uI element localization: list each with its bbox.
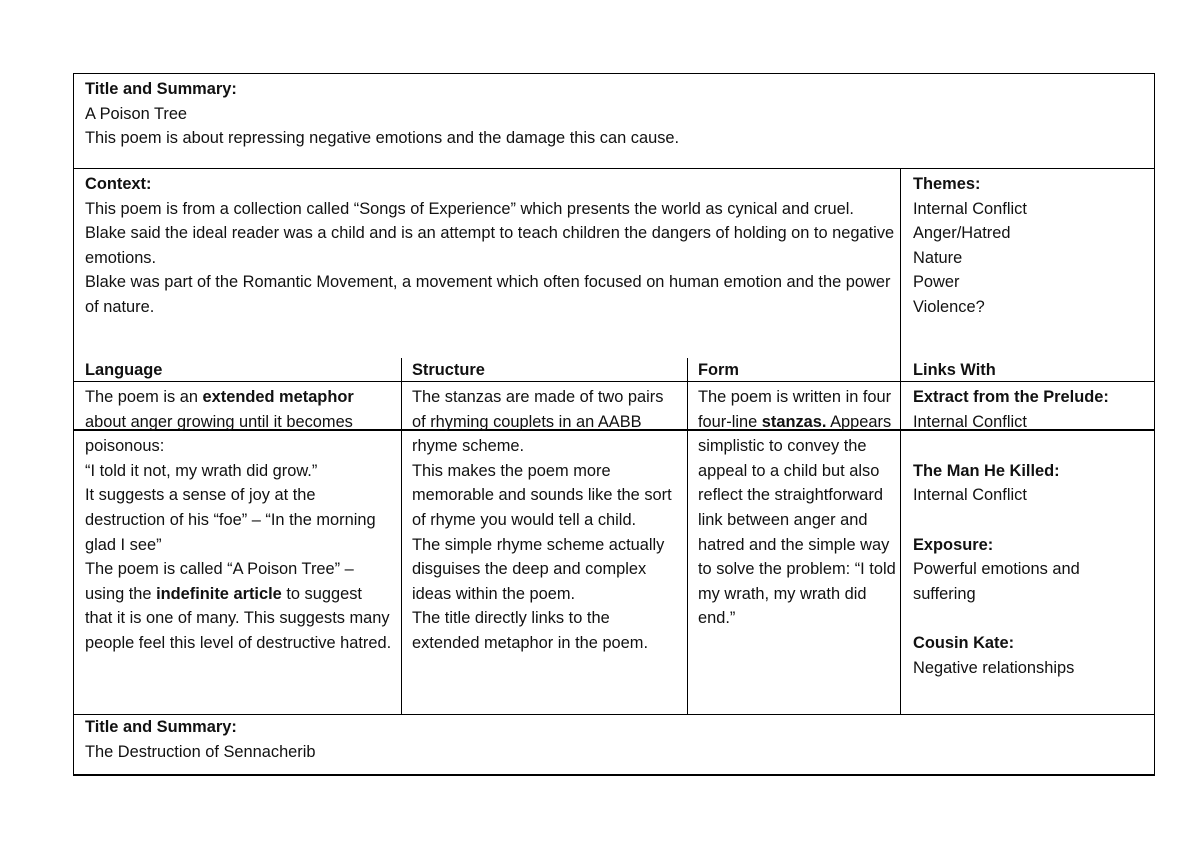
theme-item: Power [913, 273, 960, 292]
language-header: Language [73, 358, 402, 382]
context-paragraph: Blake said the ideal reader was a child and is an attempt to teach children the dangers of holding on to negative emotions. [85, 224, 895, 267]
theme-item: Anger/Hatred [913, 224, 1011, 243]
extended-metaphor-term: extended metaphor [202, 388, 354, 406]
structure-cell [401, 381, 688, 715]
language-paragraph-3: The poem is called “A Poison Tree” – using the indefinite article to suggest that it is one of many. This suggests many people feel this level of destructive hatred. [85, 560, 392, 652]
language-paragraph-1: The poem is an extended metaphor about anger growing until it becomes poisonous: [85, 388, 354, 456]
title-summary-cell-2 [73, 714, 1155, 776]
theme-item: Nature [913, 248, 963, 267]
link-title: Exposure: [913, 535, 994, 554]
form-header: Form [687, 358, 901, 382]
title-summary-label: Title and Summary: [85, 80, 237, 98]
structure-paragraph: The stanzas are made of two pairs of rhyming couplets in an AABB rhyme scheme. [412, 388, 664, 456]
poem-title-2: The Destruction of Sennacherib [85, 742, 316, 761]
poem-title: A Poison Tree [85, 104, 188, 123]
indefinite-article-term: indefinite article [156, 584, 282, 603]
language-cell [73, 381, 402, 715]
link-text: Powerful emotions and suffering [913, 560, 1080, 603]
language-paragraph-2: It suggests a sense of joy at the destruction of his “foe” – “In the morning glad I see” [85, 486, 376, 554]
link-text: Internal Conflict [913, 412, 1027, 431]
stanzas-term: stanzas. [761, 412, 827, 431]
structure-header: Structure [401, 358, 688, 382]
link-text: Internal Conflict [913, 486, 1027, 505]
context-label: Context: [85, 175, 152, 193]
link-title: Extract from the Prelude: [913, 388, 1109, 406]
form-cell [687, 381, 901, 715]
links-cell [900, 381, 1155, 715]
link-text: Negative relationships [913, 658, 1075, 677]
theme-item: Internal Conflict [913, 199, 1027, 218]
title-summary-label-2: Title and Summary: [85, 718, 237, 736]
title-summary-cell [73, 73, 1155, 169]
poem-summary: This poem is about repressing negative emotions and the damage this can cause. [85, 129, 680, 148]
structure-paragraph: The title directly links to the extended metaphor in the poem. [412, 609, 648, 652]
context-paragraph: This poem is from a collection called “Songs of Experience” which presents the world as cynical and cruel. [85, 199, 854, 218]
structure-paragraph: This makes the poem more memorable and sounds like the sort of rhyme you would tell a child. [412, 461, 672, 529]
link-title: Cousin Kate: [913, 633, 1015, 652]
theme-item: Violence? [913, 297, 985, 316]
themes-label: Themes: [913, 175, 981, 193]
link-title: The Man He Killed: [913, 461, 1060, 480]
links-header: Links With [900, 358, 1155, 382]
structure-paragraph: The simple rhyme scheme actually disguises the deep and complex ideas within the poem. [412, 535, 665, 603]
context-paragraph: Blake was part of the Romantic Movement, a movement which often focused on human emotion and the power of nature. [85, 273, 891, 316]
language-quote: “I told it not, my wrath did grow.” [85, 461, 318, 480]
form-paragraph: The poem is written in four four-line stanzas. Appears simplistic to convey the appeal to a child but also reflect the straightforward link between anger and hatred and the simple way to solve the problem: “I told my wrath, my wrath did end.” [698, 388, 896, 628]
